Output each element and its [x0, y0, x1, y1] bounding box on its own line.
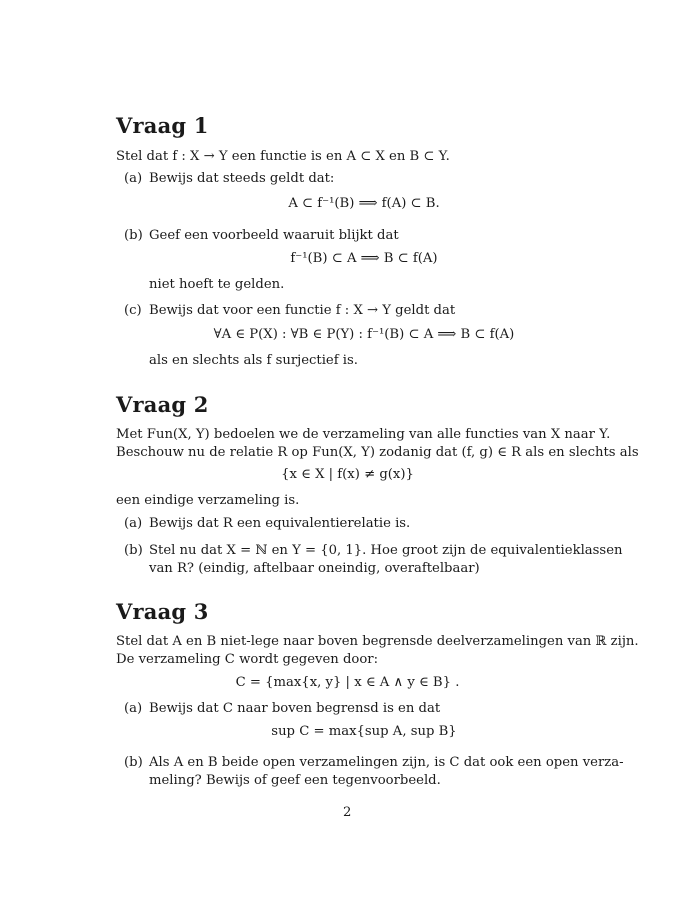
q3b-line-2: meling? Bewijs of geef een tegenvoorbeeld.: [149, 773, 441, 788]
q1a-formula: A ⊂ f⁻¹(B) ⟹ f(A) ⊂ B.: [288, 196, 440, 211]
q2a-text: Bewijs dat R een equivalentierelatie is.: [149, 516, 411, 531]
question-2-intro-line-1: Met Fun(X, Y) bedoelen we de verzameling van alle functies van X naar Y.: [116, 427, 611, 442]
question-3-heading: Vraag 3: [116, 599, 209, 624]
q3a-formula: sup C = max{sup A, sup B}: [271, 724, 457, 739]
page-number: 2: [343, 805, 352, 820]
q3a-label: (a): [124, 701, 143, 716]
q2a-label: (a): [124, 516, 143, 531]
question-2-formula: {x ∈ X | f(x) ≠ g(x)}: [281, 467, 414, 482]
q1a-text: Bewijs dat steeds geldt dat:: [149, 171, 335, 186]
q3b-line-1: Als A en B beide open verzamelingen zijn, is C dat ook een open verza-: [149, 755, 624, 770]
question-1-heading: Vraag 1: [116, 113, 209, 138]
question-3-formula: C = {max{x, y} | x ∈ A ∧ y ∈ B} .: [235, 675, 460, 690]
q1c-after: als en slechts als f surjectief is.: [149, 353, 358, 368]
q1b-label: (b): [124, 228, 143, 243]
q1c-label: (c): [124, 303, 142, 318]
q1b-after: niet hoeft te gelden.: [149, 277, 285, 292]
q1a-label: (a): [124, 171, 143, 186]
q2b-line-1: Stel nu dat X = ℕ en Y = {0, 1}. Hoe groot zijn de equivalentieklassen: [149, 543, 623, 558]
question-2-intro-line-2: Beschouw nu de relatie R op Fun(X, Y) zodanig dat (f, g) ∈ R als en slechts als: [116, 445, 639, 460]
question-2-heading: Vraag 2: [116, 392, 209, 417]
q2b-line-2: van R? (eindig, aftelbaar oneindig, overaftelbaar): [149, 561, 480, 576]
q2b-label: (b): [124, 543, 143, 558]
question-3-intro-line-2: De verzameling C wordt gegeven door:: [116, 652, 379, 667]
q1c-formula: ∀A ∈ P(X) : ∀B ∈ P(Y) : f⁻¹(B) ⊂ A ⟹ B ⊂ f(A): [213, 327, 515, 342]
q3b-label: (b): [124, 755, 143, 770]
question-1-intro: Stel dat f : X → Y een functie is en A ⊂ X en B ⊂ Y.: [116, 149, 450, 164]
q1c-text: Bewijs dat voor een functie f : X → Y geldt dat: [149, 303, 456, 318]
question-2-after: een eindige verzameling is.: [116, 493, 300, 508]
q1b-text: Geef een voorbeeld waaruit blijkt dat: [149, 228, 399, 243]
q3a-text: Bewijs dat C naar boven begrensd is en dat: [149, 701, 441, 716]
q1b-formula: f⁻¹(B) ⊂ A ⟹ B ⊂ f(A): [290, 251, 438, 266]
question-3-intro-line-1: Stel dat A en B niet-lege naar boven begrensde deelverzamelingen van ℝ zijn.: [116, 634, 639, 649]
